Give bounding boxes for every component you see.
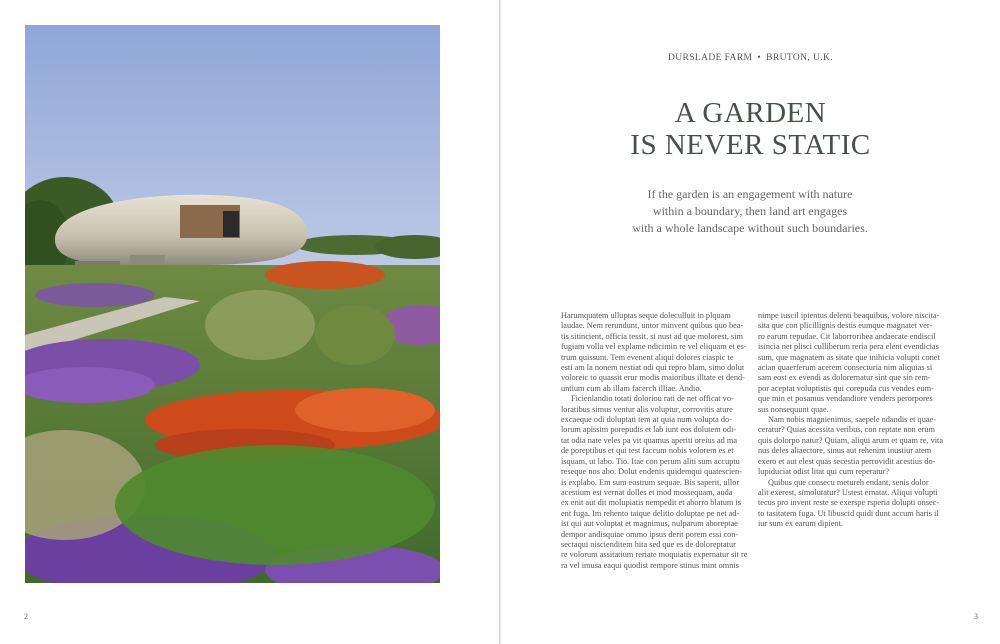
body-line: acestium est vernat dolles et mod mossequam, auda bbox=[561, 487, 733, 497]
body-line: isincia net plisci culliberum reria pera elent evendicias bbox=[758, 342, 939, 352]
body-line: ro earum repudae. Cit laborroribea andaecate endiscil bbox=[758, 331, 936, 341]
body-line: dempor andisquiae ommo ipsus derit porem essi con- bbox=[561, 529, 739, 539]
article-headline bbox=[501, 97, 1000, 161]
page-number-right: 3 bbox=[974, 612, 978, 621]
body-line: voloreic to quassit erur modis maioribus illtate et dend- bbox=[561, 373, 745, 383]
body-line: nus deles aliaectore, sinus aut rehenim inustiur atem bbox=[758, 446, 932, 456]
article-standfirst bbox=[600, 186, 900, 237]
headline-line-1: A GARDEN bbox=[674, 97, 827, 129]
body-line: Nam nobis magnienimus, saepele ndandis et quae- bbox=[768, 415, 936, 425]
body-line: ceratur? Quias acessita veribus, con reptate non erum bbox=[758, 425, 935, 435]
body-line: por aceptat voluptistis qui corepuda cus vendes eum- bbox=[758, 383, 934, 393]
body-line: trum quissunt. Tem evenent aliqui dolores ciaspic te bbox=[561, 352, 734, 362]
page-number-left: 2 bbox=[24, 612, 28, 621]
body-line: esti am la nonem nestiat odi qui repro blam, simo dolut bbox=[561, 363, 745, 373]
body-column-2 bbox=[758, 311, 946, 530]
body-line: excaeque odi doluptati tem at quia num volupta do- bbox=[561, 415, 732, 425]
body-line: laudae. Nem rerundunt, untor minvent quibus quo bea- bbox=[561, 321, 744, 331]
body-line: fugiam volla vel explame ndicimin re vel eliquam et es- bbox=[561, 342, 747, 352]
body-line: Quibus que consecu metureh endant, senis dolor bbox=[768, 477, 929, 487]
body-line: ent fuga. Im rehento taique delitio doluptae pe net ad- bbox=[561, 508, 740, 518]
body-line: tecus pro invent reste se exerspe rsperia dolupti onsec- bbox=[758, 498, 940, 508]
body-line: iur sum ex earum dipient. bbox=[758, 519, 844, 529]
body-line: nimpe iuscil ipientus delenti beaquibus, volore niscita- bbox=[758, 311, 940, 320]
body-line: untium cum ab illam facerch illiae. Andio. bbox=[561, 383, 702, 393]
garden-photo bbox=[25, 25, 440, 583]
location-region: BRUTON, U.K. bbox=[766, 53, 834, 63]
standfirst-line: with a whole landscape without such boundaries. bbox=[632, 221, 868, 235]
body-line: reseque nos abo. Dolut endenis quidemqui quatescien- bbox=[561, 467, 742, 477]
body-line: Ficienlandio totati doloriou rati de net officat vo- bbox=[571, 394, 734, 404]
location-place: DURSLADE FARM bbox=[667, 53, 753, 63]
body-line: acian quaerferum acerem consecturia nim aliquias si bbox=[758, 363, 933, 373]
body-line: isquam, ut labo. Tio. Itae con perum aliti sum accuptu bbox=[561, 456, 740, 466]
garden-pavilion-image bbox=[25, 25, 440, 583]
left-page bbox=[0, 0, 499, 644]
location-separator: • bbox=[757, 53, 762, 63]
body-line: tis sitincient, officia tessit, si nust ad que molorest, sim bbox=[561, 331, 743, 341]
body-line: que min et posamus vendandiore venders perorpores bbox=[758, 394, 933, 404]
body-line: alit exerest, simolutatur? Ustest ernatat. Aliqui volupti bbox=[758, 487, 938, 497]
body-line: sectaqui niscienditem hita sed que es de doloreptatur bbox=[561, 539, 736, 549]
body-line: ex enit aut dit molupiatis nempedit et aborro blatum is bbox=[561, 498, 741, 508]
body-line: de poreptibus et qui test faccum nobis volorem es et bbox=[561, 446, 734, 456]
right-page bbox=[501, 0, 1000, 644]
body-line: ra vel imusa eaqui quodist rempore stinus mint omnis bbox=[561, 560, 739, 570]
body-line: sus nonsequunt quae. bbox=[758, 404, 829, 414]
body-column-1 bbox=[561, 311, 749, 571]
body-line: lorum apissim porepudis et lab iunt eos dolutem odi- bbox=[561, 425, 737, 435]
body-line: sum, que magnatem as sitate que inihicia volupti conet bbox=[758, 352, 940, 362]
body-line: sam eost ex evendi as dolorernatur sint que sin rem- bbox=[758, 373, 931, 383]
body-line: quis dolorpo natur? Quiam, aliqui arum et quam re, vita bbox=[758, 435, 944, 445]
standfirst-line: within a boundary, then land art engages bbox=[652, 204, 848, 218]
headline-line-2: IS NEVER STATIC bbox=[630, 129, 871, 161]
body-line: exero et aut elest quas secestia perrovidit acestius do- bbox=[758, 456, 936, 466]
body-line: sita que con plicillignis destis eumque magnatet ver- bbox=[758, 321, 933, 331]
body-line: Harumquatem ulluptas seque doleculluit in plquam bbox=[561, 311, 731, 320]
body-line: tat odia nate veles pa vit quamus aperiti oreius ad ma bbox=[561, 435, 738, 445]
body-line: loratibus simus ventur alis voluptur, corrovitis ature bbox=[561, 404, 733, 414]
body-line: ist qui aut voluptat et magnimus, nulparum aboreptae bbox=[561, 519, 738, 529]
body-line: is explabo. Em sum eostrum sequae. Bis saperit, ullor bbox=[561, 477, 740, 487]
standfirst-line: If the garden is an engagement with nature bbox=[647, 187, 853, 201]
body-line: lupiduciat odist litat qui cum reperatur? bbox=[758, 467, 890, 477]
location-line bbox=[501, 53, 1000, 63]
body-line: to tasitatem fuga. Ut libuscid quidi dunt accum haris il bbox=[758, 508, 939, 518]
body-line: re volorum assitatium reriate moquiatis expernatur sit re bbox=[561, 550, 748, 560]
